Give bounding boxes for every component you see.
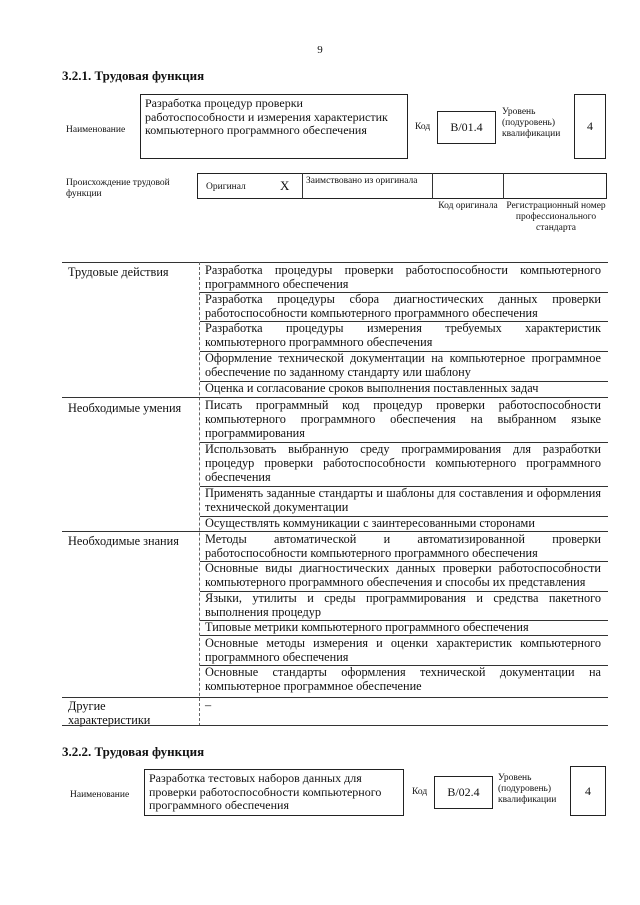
actions-label: Трудовые действия (68, 265, 169, 279)
origin-reg-caption: Регистрационный номер профессионального стандарта (506, 201, 606, 233)
action-item: Разработка процедуры проверки работоспособности компьютерного программного обеспечения (205, 263, 601, 291)
level-label: Уровень (подуровень) квалификации (498, 773, 557, 805)
other-label: Другие характеристики (68, 699, 151, 727)
skill-item: Осуществлять коммуникации с заинтересованными сторонами (205, 516, 535, 530)
origin-code-caption: Код оригинала (438, 201, 498, 211)
skills-label: Необходимые умения (68, 401, 182, 415)
knowledge-item: Основные методы измерения и оценки характеристик компьютерного программного обеспечения (205, 636, 601, 664)
origin-borrowed: Заимствовано из оригинала (306, 176, 418, 186)
knowledge-item: Основные виды диагностических данных проверки работоспособности компьютерного программного обеспечения и способы их представления (205, 561, 601, 589)
knowledge-item: Методы автоматической и автоматизированной проверки работоспособности компьютерного программного обеспечения (205, 532, 601, 560)
knowledge-label: Необходимые знания (68, 534, 179, 548)
action-item: Разработка процедуры измерения требуемых характеристик компьютерного программного обеспечения (205, 321, 601, 349)
knowledge-item: Основные стандарты оформления технической документации на компьютерное программное обеспечение (205, 665, 601, 693)
code-value: B/01.4 (437, 111, 496, 144)
skill-item: Использовать выбранную среду программирования для разработки процедур проверки работоспособности компьютерного программного обеспечения (205, 442, 601, 484)
action-item: Разработка процедуры сбора диагностических данных проверки работоспособности компьютерного программного обеспечения (205, 292, 601, 320)
knowledge-item: Языки, утилиты и среды программирования и средства пакетного выполнения процедур (205, 591, 601, 619)
skill-item: Применять заданные стандарты и шаблоны для составления и оформления технической документации (205, 486, 601, 514)
action-item: Оценка и согласование сроков выполнения поставленных задач (205, 381, 539, 395)
name-label: Наименование (66, 125, 126, 135)
page-number: 9 (317, 44, 323, 56)
code-value: B/02.4 (434, 776, 493, 809)
action-item: Оформление технической документации на компьютерное программное обеспечение по заданному стандарту или шаблону (205, 351, 601, 379)
skill-item: Писать программный код процедур проверки работоспособности компьютерного программного обеспечения на выбранном языке программирования (205, 398, 601, 440)
section-heading: 3.2.2. Трудовая функция (62, 744, 205, 759)
name-label: Наименование (70, 790, 130, 800)
function-name: Разработка тестовых наборов данных для проверки работоспособности компьютерного программного обеспечения (144, 769, 404, 816)
other-value: – (205, 698, 212, 712)
function-name: Разработка процедур проверки работоспособности и измерения характеристик компьютерного программного обеспечения (140, 94, 408, 159)
origin-mark: X (280, 178, 290, 193)
origin-original: Оригинал (206, 182, 246, 192)
level-value: 4 (570, 766, 606, 816)
knowledge-item: Типовые метрики компьютерного программного обеспечения (205, 620, 529, 634)
level-label: Уровень (подуровень) квалификации (502, 107, 561, 139)
level-value: 4 (574, 94, 606, 159)
code-label: Код (415, 122, 431, 132)
code-label: Код (412, 787, 428, 797)
origin-label: Происхождение трудовой функции (66, 178, 170, 199)
section-heading: 3.2.1. Трудовая функция (62, 68, 205, 83)
